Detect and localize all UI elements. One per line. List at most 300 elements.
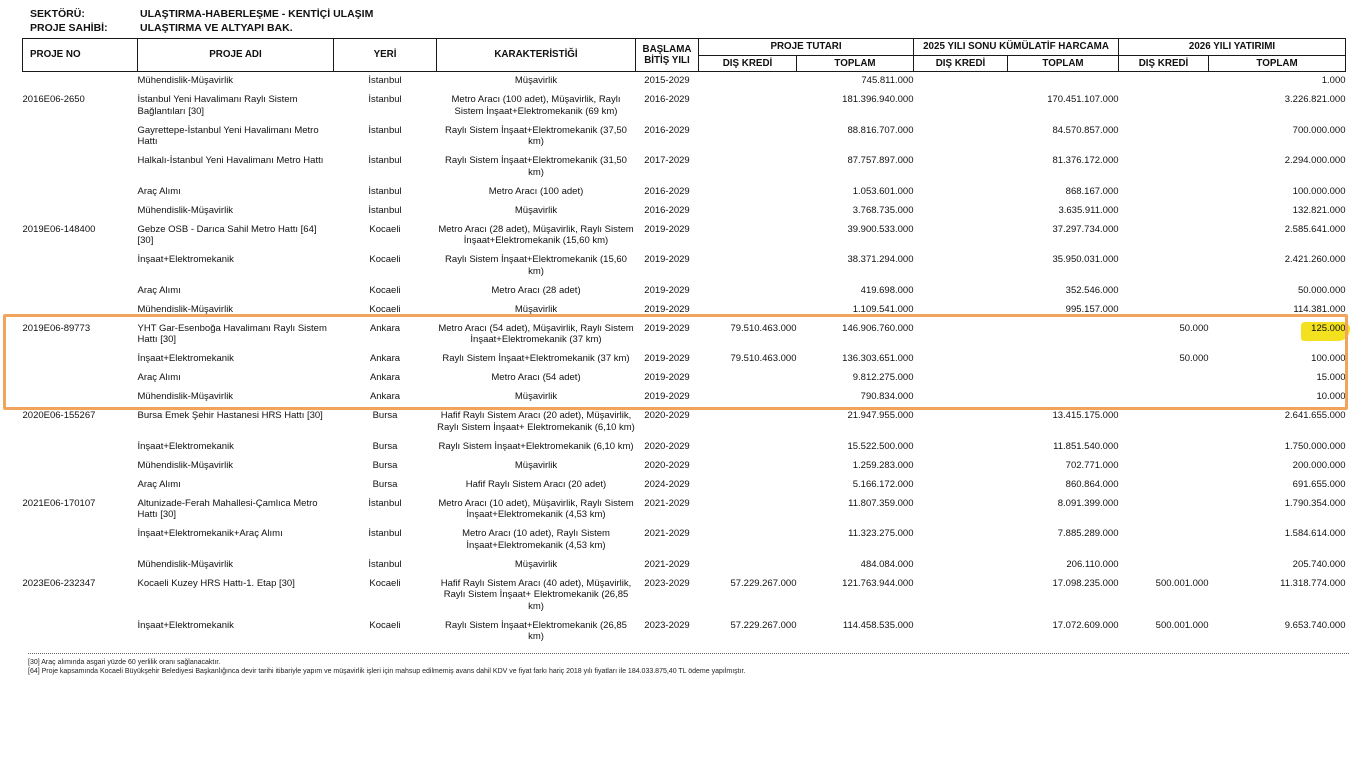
cell-kud [914,407,1008,438]
cell-ptd [699,457,797,476]
cell-yil: 2024-2029 [644,478,690,490]
cell-y6t: 15.000 [1316,372,1346,383]
cell-ad: Halkalı-İstanbul Yeni Havalimanı Metro Hattı [137,155,324,166]
table-row [23,457,1346,476]
cell-y6d [1119,251,1209,282]
cell-kud [914,369,1008,388]
table-row [23,251,1346,282]
page-meta [0,0,1355,38]
cell-ad: Gayrettepe-İstanbul Yeni Havalimanı Metro Hattı [137,124,319,147]
table-row [23,525,1346,556]
cell-ptt: 1.259.283.000 [852,459,914,471]
cell-ptd [699,476,797,495]
cell-no [23,152,138,183]
cell-kar: Hafif Raylı Sistem Aracı (40 adet), Müşavirlik, Raylı Sistem İnşaat+ Elektromekanik (26,85 km) [440,577,632,612]
cell-y6d [1119,407,1209,438]
cell-no: 2016E06-2650 [22,94,85,105]
cell-ad: Gebze OSB - Darıca Sahil Metro Hattı [64] [30] [137,223,317,246]
cell-yil: 2019-2029 [644,254,690,265]
cell-kut [1008,320,1119,351]
cell-ptt: 15.522.500.000 [847,440,914,452]
cell-yil: 2016-2029 [644,185,690,197]
cell-y6d [1119,369,1209,388]
cell-kar: Metro Aracı (100 adet), Müşavirlik, Raylı Sistem İnşaat+Elektromekanik (69 km) [451,94,621,117]
cell-ptd [699,525,797,556]
cell-y6d [1119,476,1209,495]
cell-yil: 2016-2029 [644,94,690,105]
header-kum-toplam: TOPLAM [1008,55,1119,72]
cell-yer: İstanbul [368,558,402,570]
cell-kut: 860.864.000 [1065,478,1119,490]
sector-row [30,7,1355,21]
cell-kut: 995.157.000 [1065,303,1119,315]
cell-ptd [699,369,797,388]
cell-kud [914,556,1008,575]
table-row [23,556,1346,575]
cell-no [23,202,138,221]
cell-kud [914,152,1008,183]
cell-ptt: 419.698.000 [860,284,914,296]
cell-y6t: 200.000.000 [1292,459,1346,471]
cell-kud [914,251,1008,282]
cell-kud [914,575,1008,617]
cell-y6d: 50.000 [1179,322,1209,334]
cell-y6t: 2.641.655.000 [1284,410,1346,421]
table-row [23,122,1346,153]
cell-ad: İstanbul Yeni Havalimanı Raylı Sistem Bağlantıları [30] [137,94,298,117]
footnote-divider [28,653,1349,654]
cell-ad: Mühendislik-Müşavirlik [137,459,234,471]
cell-yer: Ankara [369,372,401,383]
cell-ad: Bursa Emek Şehir Hastanesi HRS Hattı [30] [137,410,323,421]
cell-kut: 3.635.911.000 [1058,204,1119,216]
cell-ptd [699,122,797,153]
cell-y6t: 1.750.000.000 [1284,440,1346,452]
cell-ad: Mühendislik-Müşavirlik [137,391,234,402]
header-pt-dis-kredi: DIŞ KREDİ [699,55,797,72]
cell-y6t: 2.294.000.000 [1284,155,1346,166]
cell-ptt: 21.947.955.000 [847,410,914,421]
cell-kar: Raylı Sistem İnşaat+Elektromekanik (31,50 km) [445,155,627,178]
cell-no: 2020E06-155267 [22,410,96,421]
cell-ad: İnşaat+Elektromekanik+Araç Alımı [137,528,283,539]
table-row [23,369,1346,388]
cell-kar: Metro Aracı (54 adet), Müşavirlik, Raylı Sistem İnşaat+Elektromekanik (37 km) [438,322,634,345]
cell-kar: Metro Aracı (10 adet), Müşavirlik, Raylı Sistem İnşaat+Elektromekanik (4,53 km) [438,497,634,520]
header-2026-toplam: TOPLAM [1209,55,1346,72]
cell-kut: 11.851.540.000 [1053,440,1119,452]
cell-no [23,369,138,388]
table-row [23,72,1346,92]
cell-kut: 13.415.175.000 [1052,410,1119,421]
cell-no [23,617,138,648]
cell-kud [914,495,1008,526]
cell-yer: Kocaeli [369,254,401,265]
cell-ptt: 88.816.707.000 [847,124,914,136]
cell-ad: Araç Alımı [137,185,181,197]
cell-ptt: 9.812.275.000 [852,372,914,383]
cell-ptt: 87.757.897.000 [847,155,914,166]
cell-kud [914,282,1008,301]
cell-kar: Müşavirlik [514,204,558,216]
cell-y6d [1119,183,1209,202]
header-proje-no: PROJE NO [23,39,138,72]
cell-kut: 35.950.031.000 [1052,254,1119,265]
cell-ad: Mühendislik-Müşavirlik [137,75,234,86]
cell-y6t: 2.585.641.000 [1284,223,1346,235]
cell-kut: 170.451.107.000 [1047,94,1119,105]
cell-yer: Bursa [372,478,398,490]
cell-no [23,301,138,320]
cell-y6t: 50.000.000 [1297,284,1346,296]
cell-ptd [699,72,797,92]
cell-kud [914,476,1008,495]
cell-ptd [699,251,797,282]
cell-kar: Metro Aracı (28 adet) [491,284,581,296]
cell-ptd: 57.229.267.000 [730,619,797,631]
cell-ptt: 3.768.735.000 [852,204,914,216]
cell-ptt: 11.323.275.000 [848,528,914,539]
cell-y6d [1119,301,1209,320]
cell-ptt: 121.763.944.000 [842,577,914,589]
cell-yil: 2021-2029 [644,497,690,509]
cell-yil: 2016-2029 [644,204,690,216]
cell-kud [914,183,1008,202]
cell-kut: 17.098.235.000 [1052,577,1119,589]
header-proje-tutari: PROJE TUTARI [699,39,914,56]
cell-yer: Bursa [372,410,398,421]
highlighted-value: 125.000 [1301,322,1349,342]
cell-ptt: 38.371.294.000 [847,254,914,265]
cell-yil: 2021-2029 [644,528,690,539]
cell-kud [914,617,1008,648]
cell-y6t: 3.226.821.000 [1284,94,1346,105]
cell-no [23,183,138,202]
table-row [23,301,1346,320]
cell-no [23,282,138,301]
cell-ptd [699,407,797,438]
cell-kud [914,350,1008,369]
cell-yil: 2015-2029 [644,75,690,86]
cell-ptt: 136.303.651.000 [842,353,914,364]
table-row [23,495,1346,526]
rows-post [23,407,1346,647]
cell-kut: 206.110.000 [1066,558,1119,570]
cell-kut: 8.091.399.000 [1057,497,1119,509]
cell-yer: Kocaeli [369,284,401,296]
cell-ad: Mühendislik-Müşavirlik [137,558,234,570]
cell-yil: 2019-2029 [644,284,690,296]
table-header [23,39,1346,72]
cell-ad: Mühendislik-Müşavirlik [137,204,234,216]
cell-kar: Müşavirlik [514,391,558,402]
cell-yer: Kocaeli [369,619,401,631]
header-proje-adi: PROJE ADI [138,39,334,72]
header-karakteristigi: KARAKTERİSTİĞİ [437,39,636,72]
cell-ad: İnşaat+Elektromekanik [137,619,234,631]
cell-y6t: 132.821.000 [1292,204,1346,216]
cell-kut [1008,388,1119,407]
cell-kud [914,301,1008,320]
cell-kud [914,320,1008,351]
cell-y6t: 1.584.614.000 [1284,528,1346,539]
cell-no: 2019E06-89773 [22,322,91,334]
cell-kut: 868.167.000 [1065,185,1119,197]
cell-y6t: 100.000.000 [1292,185,1346,197]
cell-no [23,556,138,575]
cell-yer: Ankara [369,322,401,334]
cell-kar: Metro Aracı (10 adet), Raylı Sistem İnşaat+Elektromekanik (4,53 km) [462,528,610,551]
cell-y6d [1119,457,1209,476]
table-row [23,407,1346,438]
table-row [23,575,1346,617]
cell-y6d [1119,438,1209,457]
cell-kud [914,202,1008,221]
cell-y6d: 500.001.000 [1155,577,1209,589]
cell-ad: Araç Alımı [137,478,181,490]
cell-yer: Kocaeli [369,577,401,589]
cell-y6d [1119,495,1209,526]
cell-ptd [699,152,797,183]
cell-no [23,438,138,457]
table-row [23,282,1346,301]
cell-y6d [1119,202,1209,221]
owner-value: ULAŞTIRMA VE ALTYAPI BAK. [140,22,293,34]
header-yeri: YERİ [334,39,437,72]
cell-no [23,350,138,369]
cell-ptd [699,301,797,320]
cell-ptt: 484.084.000 [860,558,914,570]
cell-ptd [699,282,797,301]
cell-kar: Raylı Sistem İnşaat+Elektromekanik (26,85 km) [445,619,627,642]
cell-y6t: 700.000.000 [1292,124,1346,136]
cell-kut [1008,72,1119,92]
cell-no [23,388,138,407]
cell-y6d [1119,556,1209,575]
cell-yer: Kocaeli [369,223,401,235]
cell-ptt: 5.166.172.000 [852,478,914,490]
cell-kut: 17.072.609.000 [1052,619,1119,631]
rows-box [23,320,1346,408]
table-row [23,350,1346,369]
cell-y6d [1119,221,1209,252]
cell-ad: Altunizade-Ferah Mahallesi-Çamlıca Metro Hattı [30] [137,497,318,520]
cell-ptd [699,388,797,407]
cell-no: 2021E06-170107 [22,497,96,509]
cell-kut: 702.771.000 [1065,459,1119,471]
cell-ad: İnşaat+Elektromekanik [137,353,234,364]
owner-label: PROJE SAHİBİ: [30,22,108,34]
cell-ptd [699,183,797,202]
cell-no [23,457,138,476]
cell-ptt: 181.396.940.000 [842,94,914,105]
cell-kar: Raylı Sistem İnşaat+Elektromekanik (37 km) [442,353,630,364]
cell-y6t: 11.318.774.000 [1280,577,1346,589]
cell-y6t: 691.655.000 [1292,478,1346,490]
cell-no [23,476,138,495]
cell-ptd: 57.229.267.000 [730,577,797,589]
cell-y6d [1119,525,1209,556]
cell-y6t: 9.653.740.000 [1284,619,1346,631]
footnote-64: [64] Proje kapsamında Kocaeli Büyükşehir Belediyesi Başkanlığınca devir tarihi itibariyle yapım ve müşavirlik işleri için mahsup edilmemiş avans dahil KDV ve fiyat farkı hariç 2018 yılı fiyatları ile 184.033.875,40 TL ödeme yapılmıştır. [28,668,746,675]
cell-kud [914,525,1008,556]
table-row [23,202,1346,221]
cell-ad: Araç Alımı [137,284,181,296]
cell-kud [914,457,1008,476]
header-kumulatif-2025: 2025 YILI SONU KÜMÜLATİF HARCAMA [914,39,1119,56]
cell-ad: İnşaat+Elektromekanik [137,254,234,265]
header-pt-toplam: TOPLAM [797,55,914,72]
footnotes [28,653,1349,676]
cell-yer: İstanbul [368,185,402,197]
cell-yil: 2019-2029 [644,303,690,315]
table-row [23,388,1346,407]
cell-y6d [1119,152,1209,183]
table-row [23,152,1346,183]
cell-yil: 2017-2029 [644,155,690,166]
cell-kar: Metro Aracı (54 adet) [491,372,581,383]
cell-ptt: 11.807.359.000 [848,497,914,509]
table-row [23,91,1346,122]
cell-yer: İstanbul [368,528,402,539]
cell-y6d: 500.001.000 [1155,619,1209,631]
cell-yil: 2019-2029 [644,353,690,364]
cell-yil: 2019-2029 [644,391,690,402]
cell-yer: İstanbul [368,94,402,105]
cell-no [23,525,138,556]
header-2026-dis-kredi: DIŞ KREDİ [1119,55,1209,72]
cell-yer: İstanbul [368,497,402,509]
cell-ptd [699,495,797,526]
cell-ptd [699,221,797,252]
cell-no [23,122,138,153]
cell-ptt: 114.458.535.000 [842,619,914,631]
cell-kud [914,122,1008,153]
cell-ad: YHT Gar-Esenboğa Havalimanı Raylı Sistem Hattı [30] [137,322,327,345]
cell-kar: Raylı Sistem İnşaat+Elektromekanik (15,60 km) [445,254,627,277]
cell-y6d [1119,282,1209,301]
cell-kar: Metro Aracı (100 adet) [488,185,584,197]
cell-y6t: 2.421.260.000 [1284,254,1346,265]
cell-y6d [1119,72,1209,92]
cell-ptd [699,91,797,122]
cell-yer: Ankara [369,353,401,364]
cell-yil: 2019-2029 [644,223,690,235]
cell-yil: 2019-2029 [644,322,690,334]
cell-kut [1008,369,1119,388]
cell-kar: Müşavirlik [514,558,558,570]
cell-ptd: 79.510.463.000 [730,353,797,364]
cell-kut: 352.546.000 [1065,284,1119,296]
cell-yer: Bursa [372,459,398,471]
cell-y6d [1119,122,1209,153]
cell-kar: Müşavirlik [514,75,558,86]
cell-y6t: 1.790.354.000 [1284,497,1346,509]
cell-y6t: 10.000 [1316,391,1346,402]
cell-kut: 37.297.734.000 [1052,223,1119,235]
cell-kar: Raylı Sistem İnşaat+Elektromekanik (6,10 km) [438,440,634,452]
cell-yer: Ankara [369,391,401,402]
cell-yil: 2020-2029 [644,459,690,471]
cell-kud [914,388,1008,407]
cell-y6t: 1.000 [1321,75,1346,86]
cell-ptt: 39.900.533.000 [847,223,914,235]
cell-ad: Araç Alımı [137,372,181,383]
cell-ad: Kocaeli Kuzey HRS Hattı-1. Etap [30] [137,577,295,589]
cell-no: 2019E06-148400 [22,223,96,235]
cell-y6d [1119,388,1209,407]
cell-yil: 2021-2029 [644,558,690,570]
table-row [23,438,1346,457]
cell-no [23,72,138,92]
footnote-30: [30] Araç alımında asgari yüzde 60 yerlilik oranı sağlanacaktır. [28,659,221,666]
cell-kut: 7.885.289.000 [1057,528,1119,539]
cell-ptt: 1.053.601.000 [852,185,914,197]
cell-y6t: 114.381.000 [1293,303,1346,315]
header-baslama-bitis: BAŞLAMA BİTİŞ YILI [636,39,699,72]
cell-kar: Müşavirlik [514,459,558,471]
cell-kud [914,91,1008,122]
cell-ptt: 790.834.000 [860,391,914,402]
cell-ptd [699,202,797,221]
cell-ptd [699,438,797,457]
cell-yil: 2023-2029 [644,619,690,631]
cell-kut: 81.376.172.000 [1052,155,1119,166]
cell-yil: 2023-2029 [644,577,690,589]
cell-kar: Müşavirlik [514,303,558,315]
sector-value: ULAŞTIRMA-HABERLEŞME - KENTİÇİ ULAŞIM [140,8,374,20]
header-yatirim-2026: 2026 YILI YATIRIMI [1119,39,1346,56]
sector-label: SEKTÖRÜ: [30,8,85,20]
cell-yer: Bursa [372,440,398,452]
investment-table [22,38,1346,647]
cell-kar: Hafif Raylı Sistem Aracı (20 adet) [465,478,607,490]
cell-ptd [699,556,797,575]
cell-kar: Hafif Raylı Sistem Aracı (20 adet), Müşavirlik, Raylı Sistem İnşaat+ Elektromekanik (6,10 km) [437,410,635,433]
cell-ad: İnşaat+Elektromekanik [137,440,234,452]
cell-yil: 2020-2029 [644,440,690,452]
cell-y6d: 50.000 [1179,353,1209,364]
cell-yil: 2016-2029 [644,124,690,136]
cell-no: 2023E06-232347 [22,577,96,589]
cell-yer: İstanbul [368,75,402,86]
cell-ptt: 146.906.760.000 [842,322,914,334]
table-row [23,183,1346,202]
rows-pre [23,72,1346,320]
cell-ptd: 79.510.463.000 [730,322,797,334]
cell-y6t [1209,320,1346,351]
owner-row [30,21,1355,35]
cell-y6t: 100.000 [1311,353,1346,364]
table-row [23,617,1346,648]
cell-yer: İstanbul [368,155,402,166]
header-kum-dis-kredi: DIŞ KREDİ [914,55,1008,72]
table-row [23,221,1346,252]
cell-kar: Metro Aracı (28 adet), Müşavirlik, Raylı Sistem İnşaat+Elektromekanik (15,60 km) [438,223,634,246]
cell-kud [914,72,1008,92]
cell-no [23,251,138,282]
cell-ad: Mühendislik-Müşavirlik [137,303,234,315]
table-row [23,476,1346,495]
cell-yer: İstanbul [368,204,402,216]
cell-kar: Raylı Sistem İnşaat+Elektromekanik (37,50 km) [445,124,627,147]
cell-kut [1008,350,1119,369]
cell-yil: 2020-2029 [644,410,690,421]
cell-ptt: 1.109.541.000 [852,303,914,315]
cell-y6t: 205.740.000 [1292,558,1346,570]
cell-ptt: 745.811.000 [861,75,914,86]
cell-yer: İstanbul [368,124,402,136]
